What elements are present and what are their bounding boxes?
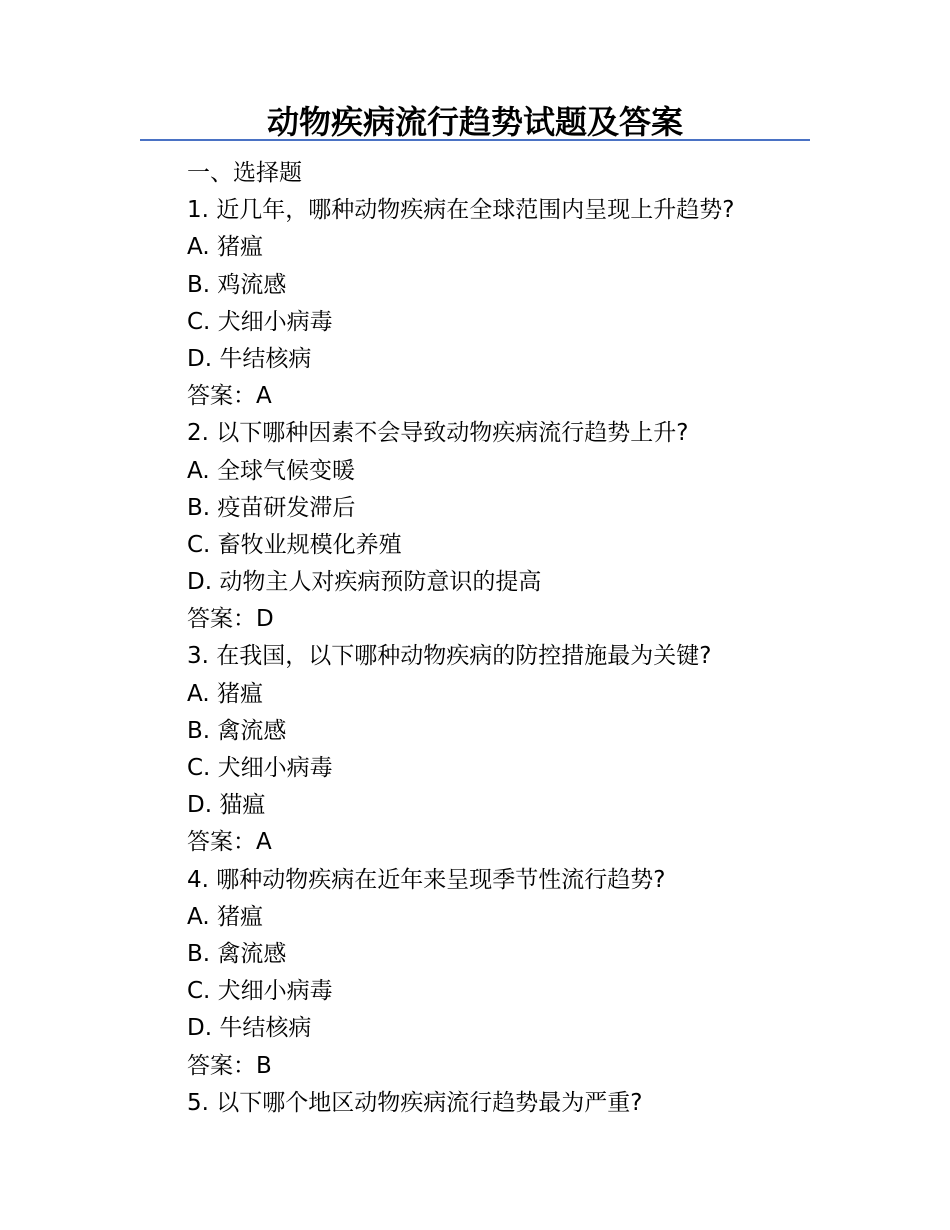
option-a: A. 猪瘟 <box>187 234 263 261</box>
option-b: B. 禽流感 <box>187 940 287 967</box>
option-d: D. 猫瘟 <box>187 792 266 819</box>
question-text: 1. 近几年，哪种动物疾病在全球范围内呈现上升趋势? <box>187 197 735 224</box>
option-c: C. 畜牧业规模化养殖 <box>187 531 402 558</box>
title-underline <box>140 139 810 141</box>
option-d: D. 动物主人对疾病预防意识的提高 <box>187 569 542 596</box>
answer-text: 答案：B <box>187 1052 272 1079</box>
option-d: D. 牛结核病 <box>187 1015 312 1042</box>
option-d: D. 牛结核病 <box>187 345 312 372</box>
option-a: A. 全球气候变暖 <box>187 457 355 484</box>
question-block-5 <box>187 1085 907 1122</box>
document-body <box>187 155 907 1122</box>
question-block-1 <box>187 192 907 415</box>
question-text: 2. 以下哪种因素不会导致动物疾病流行趋势上升? <box>187 420 689 447</box>
option-b: B. 疫苗研发滞后 <box>187 494 356 521</box>
option-c: C. 犬细小病毒 <box>187 755 333 781</box>
answer-text: 答案：A <box>187 383 272 410</box>
option-a: A. 猪瘟 <box>187 903 263 930</box>
option-c: C. 犬细小病毒 <box>187 308 333 335</box>
option-a: A. 猪瘟 <box>187 680 263 707</box>
answer-text: 答案：A <box>187 829 272 856</box>
option-b: B. 禽流感 <box>187 717 287 744</box>
document-title: 动物疾病流行趋势试题及答案 <box>266 103 683 141</box>
question-block-3 <box>187 638 907 861</box>
section-heading: 一、选择题 <box>187 160 302 186</box>
question-text: 3. 在我国，以下哪种动物疾病的防控措施最为关键? <box>187 643 712 670</box>
option-b: B. 鸡流感 <box>187 271 287 298</box>
question-text: 5. 以下哪个地区动物疾病流行趋势最为严重? <box>187 1089 643 1116</box>
question-text: 4. 哪种动物疾病在近年来呈现季节性流行趋势? <box>187 866 666 893</box>
answer-text: 答案：D <box>187 606 274 633</box>
option-c: C. 犬细小病毒 <box>187 978 333 1005</box>
question-block-2 <box>187 415 907 638</box>
question-block-4 <box>187 862 907 1085</box>
